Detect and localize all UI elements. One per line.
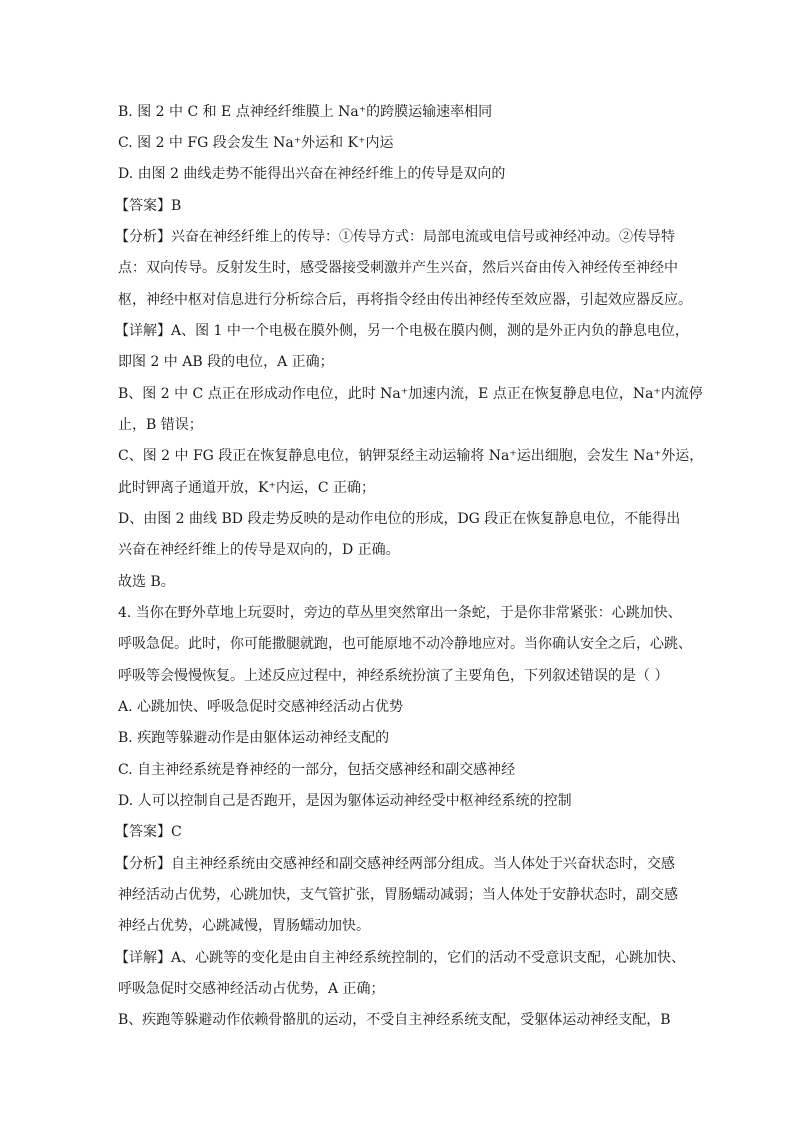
analysis-q3-line-2: 点：双向传导。反射发生时，感受器接受刺激并产生兴奋，然后兴奋由传入神经传至神经中 xyxy=(118,260,678,276)
question-4-line-2: 呼吸急促。此时，你可能撒腿就跑，也可能原地不动冷静地应对。当你确认安全之后，心跳、 xyxy=(118,636,692,652)
option-c-q3: C. 图 2 中 FG 段会发生 Na⁺外运和 K⁺内运 xyxy=(118,135,394,151)
analysis-q4-line-1: 【分析】自主神经系统由交感神经和副交感神经两部分组成。当人体处于兴奋状态时，交感 xyxy=(115,856,675,872)
explanation-q3-line-3: B、图 2 中 C 点正在形成动作电位，此时 Na⁺加速内流，E 点正在恢复静息电位，Na⁺内流停 xyxy=(118,386,703,402)
explanation-q4-line-3: B、疾跑等躲避动作依赖骨骼肌的运动，不受自主神经系统支配，受躯体运动神经支配，B xyxy=(118,1012,671,1028)
explanation-q4-line-1: 【详解】A、心跳等的变化是由自主神经系统控制的，它们的活动不受意识支配，心跳加快、 xyxy=(115,950,686,966)
explanation-q3-line-2: 即图 2 中 AB 段的电位，A 正确； xyxy=(118,354,334,370)
analysis-q4-line-3: 神经占优势，心跳减慢，胃肠蠕动加快。 xyxy=(118,918,370,934)
option-b-q4: B. 疾跑等躲避动作是由躯体运动神经支配的 xyxy=(118,730,390,746)
explanation-q3-line-7: D、由图 2 曲线 BD 段走势反映的是动作电位的形成，DG 段正在恢复静息电位，不能得出 xyxy=(118,511,681,527)
answer-q4: 【答案】C xyxy=(115,824,182,840)
explanation-q3-line-8: 兴奋在神经纤维上的传导是双向的，D 正确。 xyxy=(118,542,400,558)
explanation-q4-line-2: 呼吸急促时交感神经活动占优势，A 正确； xyxy=(118,981,385,997)
explanation-q3-line-1: 【详解】A、图 1 中一个电极在膜外侧，另一个电极在膜内侧，测的是外正内负的静息电位， xyxy=(115,323,689,339)
question-4-line-3: 呼吸等会慢慢恢复。上述反应过程中，神经系统扮演了主要角色，下列叙述错误的是（ ） xyxy=(118,668,669,684)
option-b-q3: B. 图 2 中 C 和 E 点神经纤维膜上 Na⁺的跨膜运输速率相同 xyxy=(118,104,493,120)
conclusion-q3: 故选 B。 xyxy=(118,574,175,590)
analysis-q4-line-2: 神经活动占优势，心跳加快，支气管扩张，胃肠蠕动减弱；当人体处于安静状态时，副交感 xyxy=(118,887,678,903)
option-d-q4: D. 人可以控制自己是否跑开，是因为躯体运动神经受中枢神经系统的控制 xyxy=(118,793,572,809)
answer-q3: 【答案】B xyxy=(115,198,182,214)
explanation-q3-line-6: 此时钾离子通道开放，K⁺内运，C 正确； xyxy=(118,480,376,496)
option-d-q3: D. 由图 2 曲线走势不能得出兴奋在神经纤维上的传导是双向的 xyxy=(118,166,506,182)
option-a-q4: A. 心跳加快、呼吸急促时交感神经活动占优势 xyxy=(118,699,404,715)
question-4-line-1: 4. 当你在野外草地上玩耍时，旁边的草丛里突然窜出一条蛇，于是你非常紧张：心跳加快、 xyxy=(118,605,682,621)
analysis-q3-line-1: 【分析】兴奋在神经纤维上的传导：①传导方式：局部电流或电信号或神经冲动。②传导特 xyxy=(115,229,675,245)
option-c-q4: C. 自主神经系统是脊神经的一部分，包括交感神经和副交感神经 xyxy=(118,762,516,778)
explanation-q3-line-5: C、图 2 中 FG 段正在恢复静息电位，钠钾泵经主动运输将 Na⁺运出细胞，会发生 Na⁺外运， xyxy=(118,448,704,464)
explanation-q3-line-4: 止，B 错误； xyxy=(118,417,203,433)
analysis-q3-line-3: 枢，神经中枢对信息进行分析综合后，再将指令经由传出神经传至效应器，引起效应器反应。 xyxy=(118,292,692,308)
